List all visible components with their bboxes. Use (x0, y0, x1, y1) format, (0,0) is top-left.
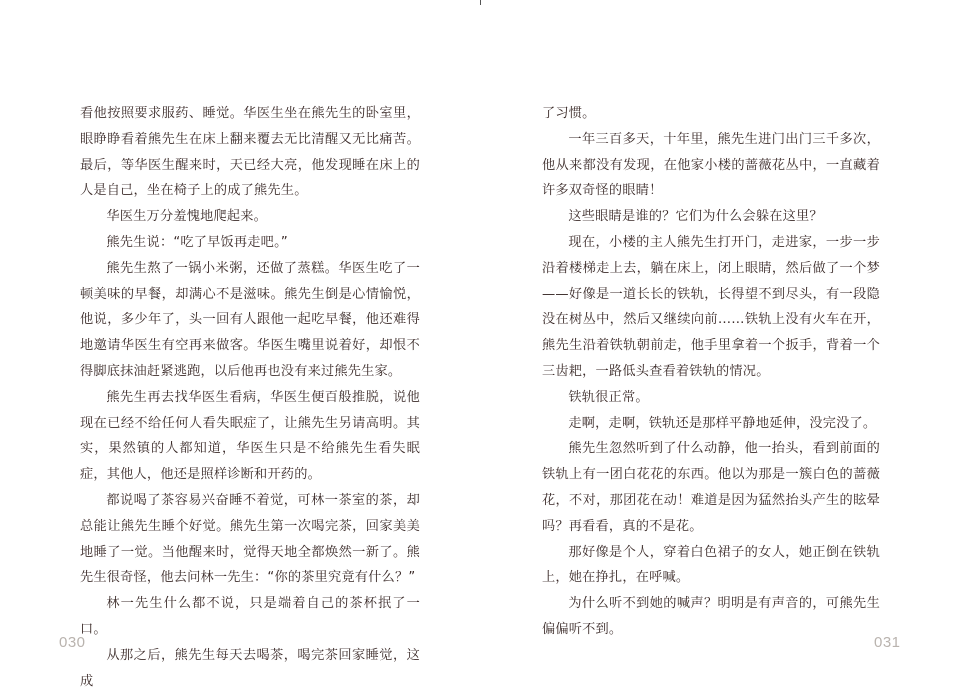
paragraph: 现在，小楼的主人熊先生打开门，走进家，一步一步沿着楼梯走上去，躺在床上，闭上眼睛，然后做了一个梦——好像是一道长长的铁轨，长得望不到尽头，有一段隐没在树丛中，然后又继续向前……铁轨上没有火车在开，熊先生沿着铁轨朝前走，他手里拿着一个扳手，背着一个三齿耙，一路低头查看着铁轨的情况。 (542, 234, 880, 379)
right-page (542, 101, 880, 643)
paragraph: 铁轨很正常。 (568, 389, 649, 405)
paragraph: 熊先生忽然听到了什么动静，他一抬头，看到前面的铁轨上有一团白花花的东西。他以为那是一簇白色的蔷薇花，不对，那团花在动！难道是因为猛然抬头产生的眩晕吗？再看看，真的不是花。 (542, 441, 880, 534)
paragraph: 华医生万分羞愧地爬起来。 (106, 209, 268, 225)
paragraph: 熊先生熬了一锅小米粥，还做了蒸糕。华医生吃了一顿美味的早餐，却满心不是滋味。熊先生倒是心情愉悦，他说，多少年了，头一回有人跟他一起吃早餐，他还难得地邀请华医生有空再来做客。华医生嘴里说着好，却恨不得脚底抹油赶紧逃跑，以后他再也没有来过熊先生家。 (80, 260, 420, 379)
paragraph: 一年三百多天，十年里，熊先生进门出门三千多次，他从来都没有发现，在他家小楼的蔷薇花丛中，一直藏着许多双奇怪的眼睛！ (542, 131, 880, 199)
gutter-mark (480, 0, 481, 5)
paragraph: 从那之后，熊先生每天去喝茶，喝完茶回家睡觉，这成 (80, 647, 420, 689)
paragraph: 林一先生什么都不说，只是端着自己的茶杯抿了一口。 (80, 596, 420, 637)
page-number-left: 030 (59, 634, 86, 651)
left-page (80, 101, 420, 694)
paragraph: 了习惯。 (542, 106, 596, 121)
paragraph: 那好像是个人，穿着白色裙子的女人，她正倒在铁轨上，她在挣扎，在呼喊。 (542, 544, 880, 586)
paragraph: 熊先生说：“吃了早饭再走吧。” (106, 234, 288, 250)
page-number-right: 031 (874, 634, 901, 651)
paragraph: 为什么听不到她的喊声？明明是有声音的，可熊先生偏偏听不到。 (542, 596, 880, 637)
paragraph: 看他按照要求服药、睡觉。华医生坐在熊先生的卧室里，眼睁睁看着熊先生在床上翻来覆去无比清醒又无比痛苦。最后，等华医生醒来时，天已经大亮，他发现睡在床上的人是自己，坐在椅子上的成了熊先生。 (80, 106, 420, 199)
paragraph: 都说喝了茶容易兴奋睡不着觉，可林一茶室的茶，却总能让熊先生睡个好觉。熊先生第一次喝完茶，回家美美地睡了一觉。当他醒来时，觉得天地全都焕然一新了。熊先生很奇怪，他去问林一先生：“你的茶里究竟有什么？” (80, 492, 420, 586)
paragraph: 这些眼睛是谁的？它们为什么会躲在这里？ (568, 209, 823, 225)
paragraph: 熊先生再去找华医生看病，华医生便百般推脱，说他现在已经不给任何人看失眠症了，让熊先生另请高明。其实，果然镇的人都知道，华医生只是不给熊先生看失眠症，其他人，他还是照样诊断和开药的。 (80, 389, 420, 483)
paragraph: 走啊，走啊，铁轨还是那样平静地延伸，没完没了。 (568, 415, 877, 431)
